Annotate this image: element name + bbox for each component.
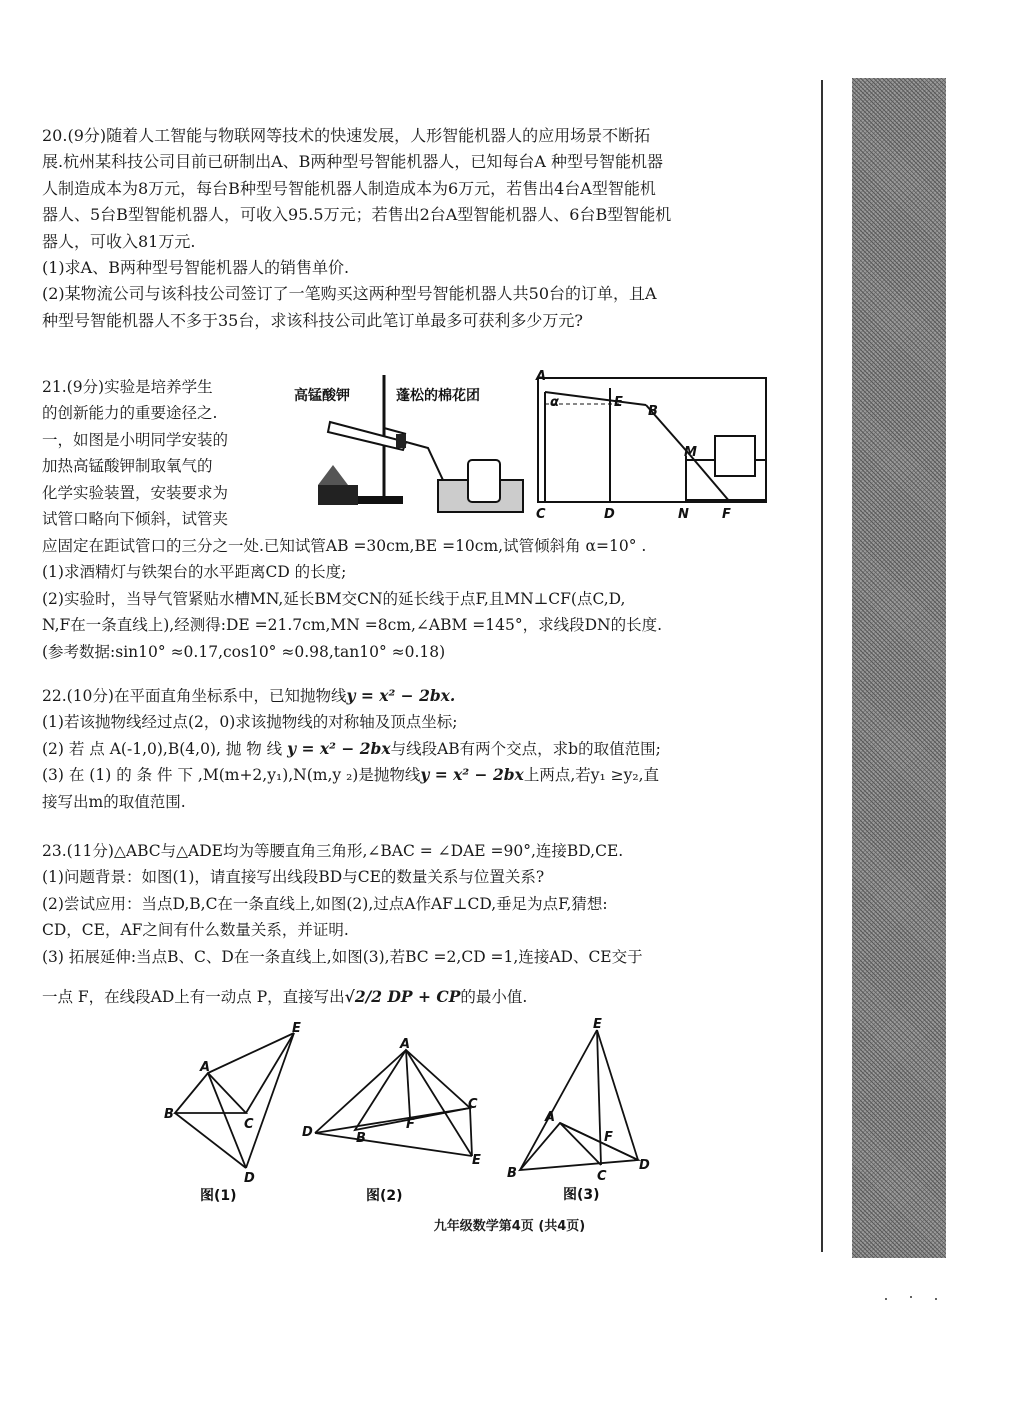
q23-part3-end: 的最小值.	[460, 988, 528, 1007]
q23-part2: (2)尝试应用：当点D,B,C在一条直线上,如图(2),过点A作AF⊥CD,垂足为点F,猜想:	[42, 894, 608, 913]
q21-part1: (1)求酒精灯与铁架台的水平距离CD 的长度;	[42, 563, 347, 582]
point-N: N	[678, 507, 689, 522]
q21-line: 试管口略向下倾斜，试管夹	[42, 510, 229, 529]
q21-line: 应固定在距试管口的三分之一处.已知试管AB =30cm,BE =10cm,试管倾斜角 α=10° .	[42, 537, 647, 555]
lab-apparatus-figure	[288, 370, 533, 520]
point-E: E	[472, 1153, 481, 1168]
q22-part1: (1)若该抛物线经过点(2，0)求该抛物线的对称轴及顶点坐标;	[42, 713, 458, 732]
point-C: C	[244, 1117, 254, 1132]
point-B: B	[648, 404, 658, 419]
q22-part2-cont: 与线段AB有两个交点，求b的取值范围;	[390, 739, 661, 758]
point-F: F	[604, 1130, 613, 1145]
figure-1	[160, 1018, 320, 1208]
point-C: C	[468, 1097, 478, 1112]
q20-part2-cont: 种型号智能机器人不多于35台，求该科技公司此笔订单最多可获利多少万元?	[42, 310, 583, 330]
point-C: C	[597, 1169, 607, 1184]
question-23	[42, 838, 777, 1010]
point-A: A	[545, 1110, 556, 1125]
question-20	[42, 123, 777, 334]
scan-speck	[910, 1296, 912, 1298]
point-E: E	[593, 1017, 602, 1032]
q20-part2: (2)某物流公司与该科技公司签订了一笔购买这两种型号智能机器人共50台的订单，且A	[42, 284, 657, 304]
figure-3-caption: 图(3)	[563, 1187, 600, 1203]
point-B: B	[507, 1166, 517, 1181]
q22-formula: y = x² − 2bx	[287, 738, 391, 758]
point-F: F	[722, 507, 731, 522]
q20-line: 器人，可收入81万元.	[42, 231, 196, 251]
q21-line: 化学实验装置，安装要求为	[42, 483, 229, 502]
q21-part2: (2)实验时，当导气管紧贴水槽MN,延长BM交CN的延长线于点F,且MN⊥CF(点C,D,	[42, 589, 626, 608]
q20-line: 器人、5台B型智能机器人，可收入95.5万元；若售出2台A型智能机器人、6台B型智能机	[42, 205, 672, 225]
figure-1-caption: 图(1)	[200, 1188, 237, 1204]
q22-part3-end: 接写出m的取值范围.	[42, 792, 186, 811]
point-M: M	[684, 445, 697, 460]
q20-part1: (1)求A、B两种型号智能机器人的销售单价.	[42, 258, 350, 278]
point-D: D	[302, 1125, 313, 1140]
point-E: E	[292, 1021, 301, 1036]
q21-line: 21.(9分)实验是培养学生	[42, 378, 213, 396]
q20-line: 人制造成本为8万元，每台B种型号智能机器人制造成本为6万元，若售出4台A型智能机	[42, 178, 656, 198]
question-21-intro	[42, 374, 278, 532]
q23-line: 23.(11分)△ABC与△ADE均为等腰直角三角形,∠BAC = ∠DAE =90°,连接BD,CE.	[42, 842, 624, 860]
figure-2-caption: 图(2)	[366, 1188, 403, 1204]
angle-alpha: α	[550, 395, 559, 410]
point-A: A	[200, 1060, 211, 1075]
q21-reference-data: (参考数据:sin10° ≈0.17,cos10° ≈0.98,tan10° ≈0.18)	[42, 642, 446, 661]
figure-3	[505, 1015, 655, 1207]
point-E: E	[614, 395, 623, 410]
point-B: B	[164, 1107, 174, 1122]
q23-part2-cont: CD，CE，AF之间有什么数量关系，并证明.	[42, 921, 349, 940]
point-D: D	[244, 1171, 255, 1186]
point-C: C	[536, 507, 546, 522]
q23-formula: √2/2 DP + CP	[344, 987, 461, 1007]
point-B: B	[356, 1131, 366, 1146]
q21-line: 加热高锰酸钾制取氧气的	[42, 457, 213, 476]
q20-line: 展.杭州某科技公司目前已研制出A、B两种型号智能机器人，已知每台A 种型号智能机器	[42, 152, 664, 172]
question-22	[42, 683, 777, 815]
q23-part3: (3) 拓展延伸:当点B、C、D在一条直线上,如图(3),若BC =2,CD =1,连接AD、CE交于	[42, 947, 643, 966]
point-D: D	[639, 1158, 650, 1173]
q23-part3-cont: 一点 F，在线段AD上有一动点 P，直接写出	[42, 988, 345, 1007]
binding-strip	[852, 78, 946, 1258]
q22-part3-cont: 上两点,若y₁ ≥y₂,直	[523, 766, 660, 785]
q22-line: 22.(10分)在平面直角坐标系中，已知抛物线	[42, 687, 347, 705]
figure-2	[300, 1030, 490, 1205]
q22-part3: (3) 在 (1) 的 条 件 下 ,M(m+2,y₁),N(m,y ₂)是抛物线	[42, 766, 421, 785]
point-F: F	[406, 1117, 415, 1132]
point-D: D	[604, 507, 615, 522]
cotton-label: 蓬松的棉花团	[396, 388, 480, 404]
q22-formula: y = x² − 2bx	[420, 765, 524, 785]
q21-part2-cont: N,F在一条直线上),经测得:DE =21.7cm,MN =8cm,∠ABM =145°，求线段DN的长度.	[42, 616, 663, 635]
question-21-body	[42, 533, 777, 665]
q21-line: 一，如图是小明同学安装的	[42, 430, 229, 449]
page-footer: 九年级数学第4页 (共4页)	[433, 1219, 586, 1234]
scan-speck	[885, 1298, 887, 1300]
scan-speck	[935, 1298, 937, 1300]
q21-line: 的创新能力的重要途径之.	[42, 404, 218, 423]
q20-line: 20.(9分)随着人工智能与物联网等技术的快速发展，人形智能机器人的应用场景不断拓	[42, 126, 651, 145]
tube-geometry-figure	[530, 368, 780, 524]
margin-divider	[821, 80, 823, 1252]
point-A: A	[400, 1037, 411, 1052]
q22-part2: (2) 若 点 A(-1,0),B(4,0), 抛 物 线	[42, 739, 283, 758]
q22-formula: y = x² − 2bx.	[346, 686, 456, 705]
kmno4-label: 高锰酸钾	[294, 388, 350, 404]
q23-part1: (1)问题背景：如图(1)，请直接写出线段BD与CE的数量关系与位置关系?	[42, 868, 545, 887]
point-A: A	[536, 369, 547, 384]
